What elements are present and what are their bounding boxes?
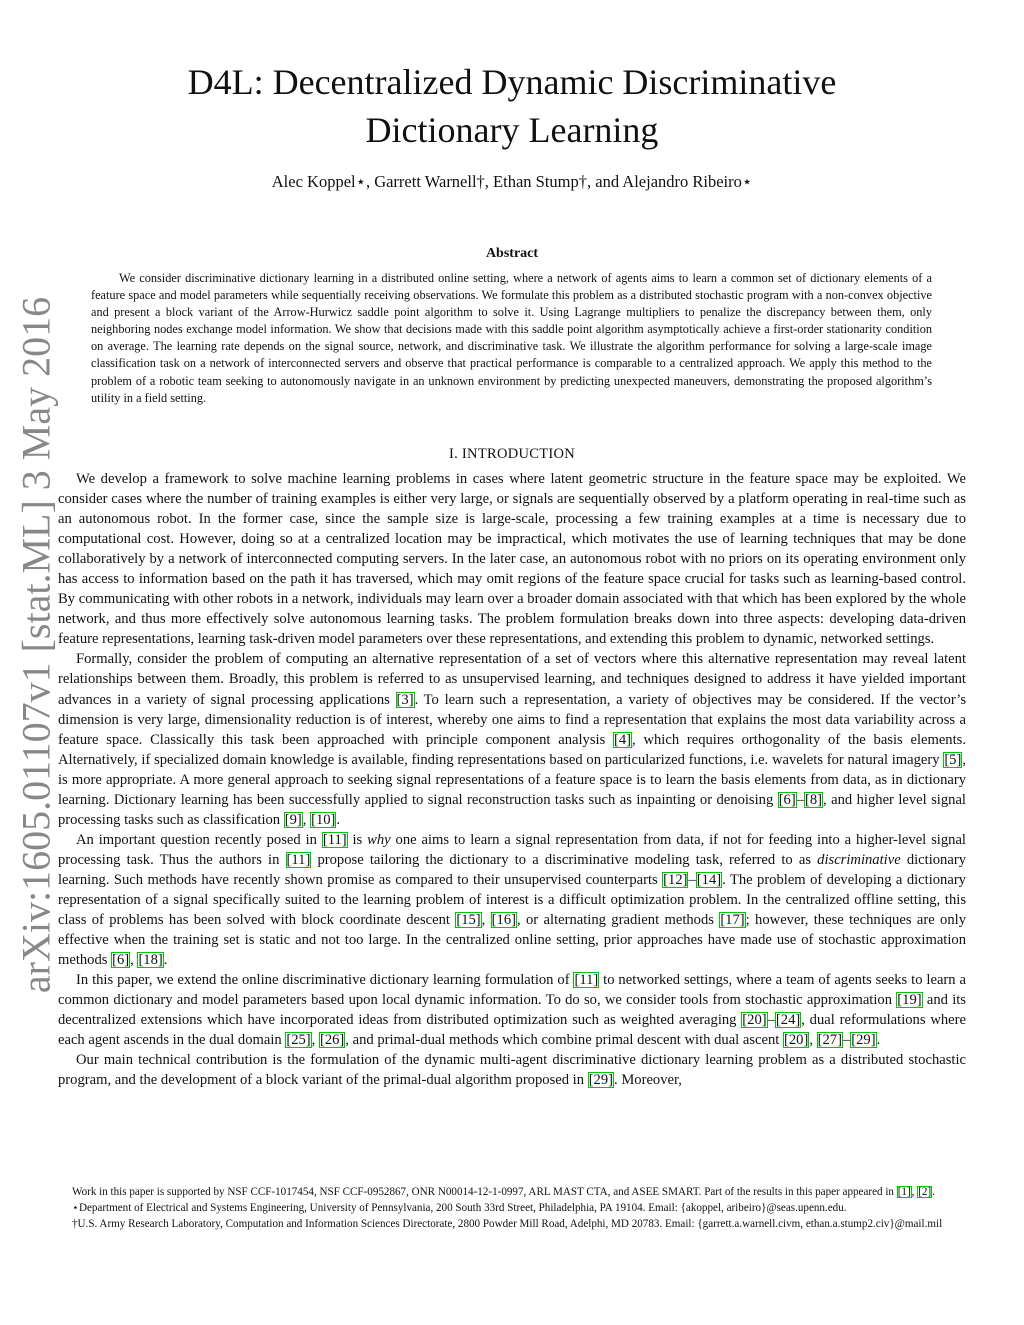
paragraph-2: Formally, consider the problem of computing an alternative representation of a set of vectors where this alternative representation may reveal latent relationships between them. Broadly, this problem is referred to as unsupervised learning, and techniques designed to address it have yielded important advances in a variety of signal processing applications [3]. To learn such a representation, a variety of objectives may be considered. If the vector’s dimension is very large, dimensionality reduction is of interest, whereby one aims to find a representation that explains the most data variability across a feature space. Classically this task been approached with principle component analysis [4], which requires orthogonality of the basis elements. Alternatively, if specialized domain knowledge is available, finding representations based on particularized functions, i.e. wavelets for natural imagery [5], is more appropriate. A more general approach to seeking signal representations of a feature space is to learn the basis elements from data, as in dictionary learning. Dictionary learning has been successfully applied to signal reconstruction tasks such as inpainting or denoising [6]–[8], and higher level signal processing tasks such as classification [9], [10]. [58,651,966,828]
citation-link[interactable]: [24] [775,1012,801,1029]
citation-link[interactable]: [27] [817,1032,842,1049]
section-heading: I. INTRODUCTION [448,446,576,462]
footnote-arl: †U.S. Army Research Laboratory, Computation and Information Sciences Directorate, 2800 Powder Mill Road, Adelphi, MD 20783. Email: {garrett.a.warnell.civm, ethan.a.stump2.civ}@mail.mil [72,1218,943,1230]
footnotes [58,1185,966,1233]
citation-link[interactable]: [3] [396,691,414,708]
abstract-text: We consider discriminative dictionary learning in a distributed online setting, where a network of agents aims to learn a common set of dictionary elements of a feature space and model parameters while sequentially receiving observations. We formulate this problem as a distributed stochastic program with a non-convex objective and present a block variant of the Arrow-Hurwicz saddle point algorithm to solve it. Using Lagrange multipliers to penalize the discrepancy between them, only neighboring nodes exchange model information. We show that decisions made with this saddle point algorithm asymptotically achieve a first-order stationarity condition on average. The learning rate depends on the signal source, network, and discriminative task. We illustrate the algorithm performance for solving a large-scale image classification task on a network of interconnected servers and observe that practical performance is comparable to a centralized approach. We apply this method to the problem of a robotic team seeking to autonomously navigate in an unknown environment by predicting unexpected maneuvers, demonstrating the proposed algorithm’s utility in a field setting. [91,271,932,405]
citation-link[interactable]: [6] [778,791,796,808]
title-line-1: D4L: Decentralized Dynamic Discriminative [187,62,837,102]
citation-link[interactable]: [2] [918,1186,932,1198]
citation-link[interactable]: [17] [720,912,745,929]
paper-title [0,58,1024,154]
citation-link[interactable]: [20] [742,1012,767,1029]
footnote-upenn: ⋆Department of Electrical and Systems Engineering, University of Pennsylvania, 200 South 33rd Street, Philadelphia, PA 19104. Email: {akoppel, aribeiro}@seas.upenn.edu. [72,1202,847,1214]
arxiv-side-stamp [7,296,65,994]
citation-link[interactable]: [11] [286,851,311,868]
citation-link[interactable]: [15] [456,912,481,929]
citation-link[interactable]: [26] [319,1032,345,1049]
citation-link[interactable]: [1] [897,1186,911,1198]
paragraph-5: Our main technical contribution is the formulation of the dynamic multi-agent discriminative dictionary learning problem as a distributed stochastic program, and the development of a block variant of the primal-dual algorithm proposed in [29]. Moreover, [58,1052,966,1089]
citation-link[interactable]: [20] [784,1032,809,1049]
abstract-heading: Abstract [485,246,539,261]
citation-link[interactable]: [4] [614,731,632,748]
paragraph-1: We develop a framework to solve machine learning problems in cases where latent geometric structure in the feature space may be exploited. We consider cases where the number of training examples is either very large, or signals are sequentially observed by a platform operating in real-time such as an autonomous robot. In the former case, since the sample size is large-scale, processing a few training examples at a time is necessary due to computational cost. However, doing so at a centralized location may be impractical, which motivates the use of learning techniques that may be done collaboratively by a network of interconnected computing servers. In the later case, an autonomous robot with no priors on its operating environment only has access to information based on the path it has traversed, which may omit regions of the feature space crucial for tasks such as learning-based control. By communicating with other robots in a network, individuals may learn over a broader domain associated with that which has been explored by the whole network, and thus more effectively solve autonomous learning tasks. The problem formulation breaks down into three aspects: developing data-driven feature representations, learning task-driven model parameters over these representations, and extending this problem to dynamic, networked settings. [58,471,966,648]
citation-link[interactable]: [12] [663,871,688,888]
citation-link[interactable]: [11] [574,972,599,989]
citation-link[interactable]: [29] [588,1072,614,1089]
author-list: Alec Koppel⋆, Garrett Warnell†, Ethan Stump†, and Alejandro Ribeiro⋆ [271,172,753,191]
footnote-funding: Work in this paper is supported by NSF CCF-1017454, NSF CCF-0952867, ONR N00014-12-1-0997, ARL MAST CTA, and ASEE SMART. Part of the results in this paper appeared in [1], [2]. [72,1186,935,1198]
citation-link[interactable]: [6] [112,952,130,969]
paragraph-3: An important question recently posed in [11] is why one aims to learn a signal representation from data, if not for feeding into a higher-level signal processing task. Thus the authors in [11] propose tailoring the dictionary to a discriminative modeling task, referred to as discriminative dictionary learning. Such methods have recently shown promise as compared to their unsupervised counterparts [12]–[14]. The problem of developing a dictionary representation of a signal specifically suited to the learning problem of interest is a difficult optimization problem. In the centralized offline setting, this class of problems has been solved with block coordinate descent [15], [16], or alternating gradient methods [17]; however, these techniques are only effective when the training set is static and not too large. In the centralized online setting, prior approaches have made use of stochastic approximation methods [6], [18]. [58,831,966,969]
citation-link[interactable]: [29] [851,1032,876,1049]
citation-link[interactable]: [5] [944,751,962,768]
citation-link[interactable]: [16] [491,912,516,929]
arxiv-identifier: arXiv:1605.01107v1 [stat.ML] 3 May 2016 [13,296,59,994]
citation-link[interactable]: [8] [805,791,823,808]
citation-link[interactable]: [19] [897,992,922,1009]
paragraph-4: In this paper, we extend the online discriminative dictionary learning formulation of [11] to networked settings, where a team of agents seeks to learn a common dictionary and model parameters based upon local dynamic information. To do so, we consider tools from stochastic approximation [19] and its decentralized extensions which have incorporated ideas from distributed optimization such as weighted averaging [20]–[24], dual reformulations where each agent ascends in the dual domain [25], [26], and primal-dual methods which combine primal descent with dual ascent [20], [27]–[29]. [58,972,966,1049]
title-line-2: Dictionary Learning [365,110,659,150]
citation-link[interactable]: [18] [138,952,163,969]
citation-link[interactable]: [10] [311,811,336,828]
citation-link[interactable]: [25] [286,1032,311,1049]
body-text [58,469,966,1090]
citation-link[interactable]: [11] [322,831,347,848]
citation-link[interactable]: [14] [696,871,722,888]
citation-link[interactable]: [9] [284,811,302,828]
